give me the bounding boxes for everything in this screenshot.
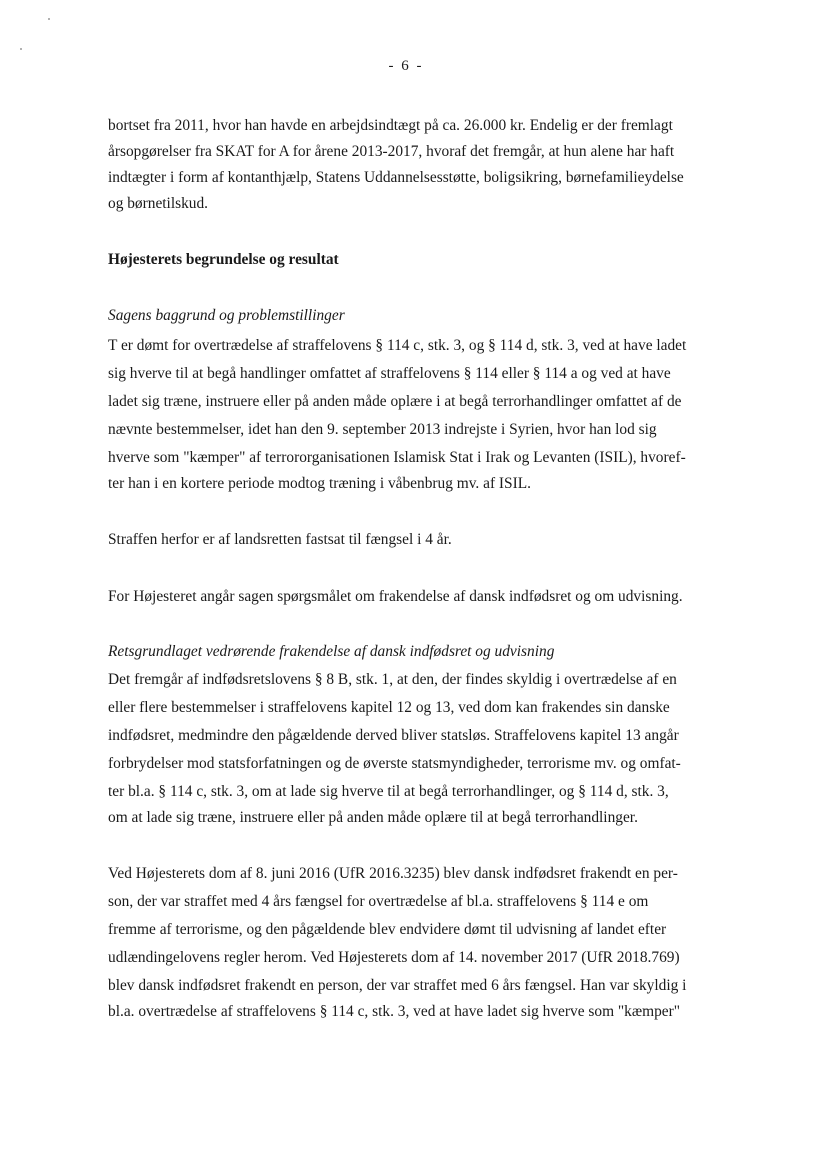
paragraph-line: For Højesteret angår sagen spørgsmålet om frakendelse af dansk indfødsret og om udvisning. [108, 588, 683, 605]
section-heading: Højesterets begrundelse og resultat [108, 251, 339, 268]
paragraph-line: forbrydelser mod statsforfatningen og de øverste statsmyndigheder, terrorisme mv. og omfat- [108, 755, 681, 772]
paragraph-line: eller flere bestemmelser i straffelovens kapitel 12 og 13, ved dom kan frakendes sin danske [108, 699, 670, 716]
paragraph-line: hverve som "kæmper" af terrororganisationen Islamisk Stat i Irak og Levanten (ISIL), hvoref- [108, 449, 686, 466]
paragraph-line: Straffen herfor er af landsretten fastsat til fængsel i 4 år. [108, 531, 452, 548]
paragraph-line: T er dømt for overtrædelse af straffelovens § 114 c, stk. 3, og § 114 d, stk. 3, ved at have ladet [108, 337, 687, 354]
paragraph-line: og børnetilskud. [108, 195, 209, 212]
paragraph-line: ladet sig træne, instruere eller på anden måde oplære i at begå terrorhandlinger omfattet af de [108, 393, 682, 410]
scan-speck [20, 48, 22, 50]
paragraph-line: Ved Højesterets dom af 8. juni 2016 (UfR 2016.3235) blev dansk indfødsret frakendt en per- [108, 865, 678, 882]
paragraph-line: blev dansk indfødsret frakendt en person, der var straffet med 6 års fængsel. Han var skyldig i [108, 977, 687, 994]
paragraph-line: bl.a. overtrædelse af straffelovens § 114 c, stk. 3, ved at have ladet sig hverve som "kæmper" [108, 1003, 681, 1020]
paragraph-line: indtægter i form af kontanthjælp, Statens Uddannelsesstøtte, boligsikring, børnefamilieydelse [108, 169, 684, 186]
paragraph-line: indfødsret, medmindre den pågældende derved bliver statsløs. Straffelovens kapitel 13 angår [108, 727, 679, 744]
paragraph-line: nævnte bestemmelser, idet han den 9. september 2013 indrejste i Syrien, hvor han lod sig [108, 421, 657, 438]
paragraph-line: Det fremgår af indfødsretslovens § 8 B, stk. 1, at den, der findes skyldig i overtrædelse af en [108, 671, 677, 688]
scan-speck [48, 18, 50, 20]
paragraph-line: om at lade sig træne, instruere eller på anden måde oplære til at begå terrorhandlinger. [108, 809, 638, 826]
paragraph-line: son, der var straffet med 4 års fængsel for overtrædelse af bl.a. straffelovens § 114 e om [108, 893, 649, 910]
paragraph-line: årsopgørelser fra SKAT for A for årene 2013-2017, hvoraf det fremgår, at hun alene har haft [108, 143, 675, 160]
paragraph-line: ter bl.a. § 114 c, stk. 3, om at lade sig hverve til at begå terrorhandlinger, og § 114 d, stk. 3, [108, 783, 669, 800]
paragraph-line: sig hverve til at begå handlinger omfattet af straffelovens § 114 eller § 114 a og ved at have [108, 365, 671, 382]
paragraph-line: ter han i en kortere periode modtog træning i våbenbrug mv. af ISIL. [108, 475, 531, 492]
paragraph-line: udlændingelovens regler herom. Ved Højesterets dom af 14. november 2017 (UfR 2018.769) [108, 949, 680, 966]
subsection-heading: Retsgrundlaget vedrørende frakendelse af dansk indfødsret og udvisning [108, 643, 555, 660]
paragraph-line: bortset fra 2011, hvor han havde en arbejdsindtægt på ca. 26.000 kr. Endelig er der fremlagt [108, 117, 673, 134]
paragraph-line: fremme af terrorisme, og den pågældende blev endvidere dømt til udvisning af landet efter [108, 921, 667, 938]
page-number: - 6 - [388, 58, 424, 74]
subsection-heading: Sagens baggrund og problemstillinger [108, 307, 345, 324]
